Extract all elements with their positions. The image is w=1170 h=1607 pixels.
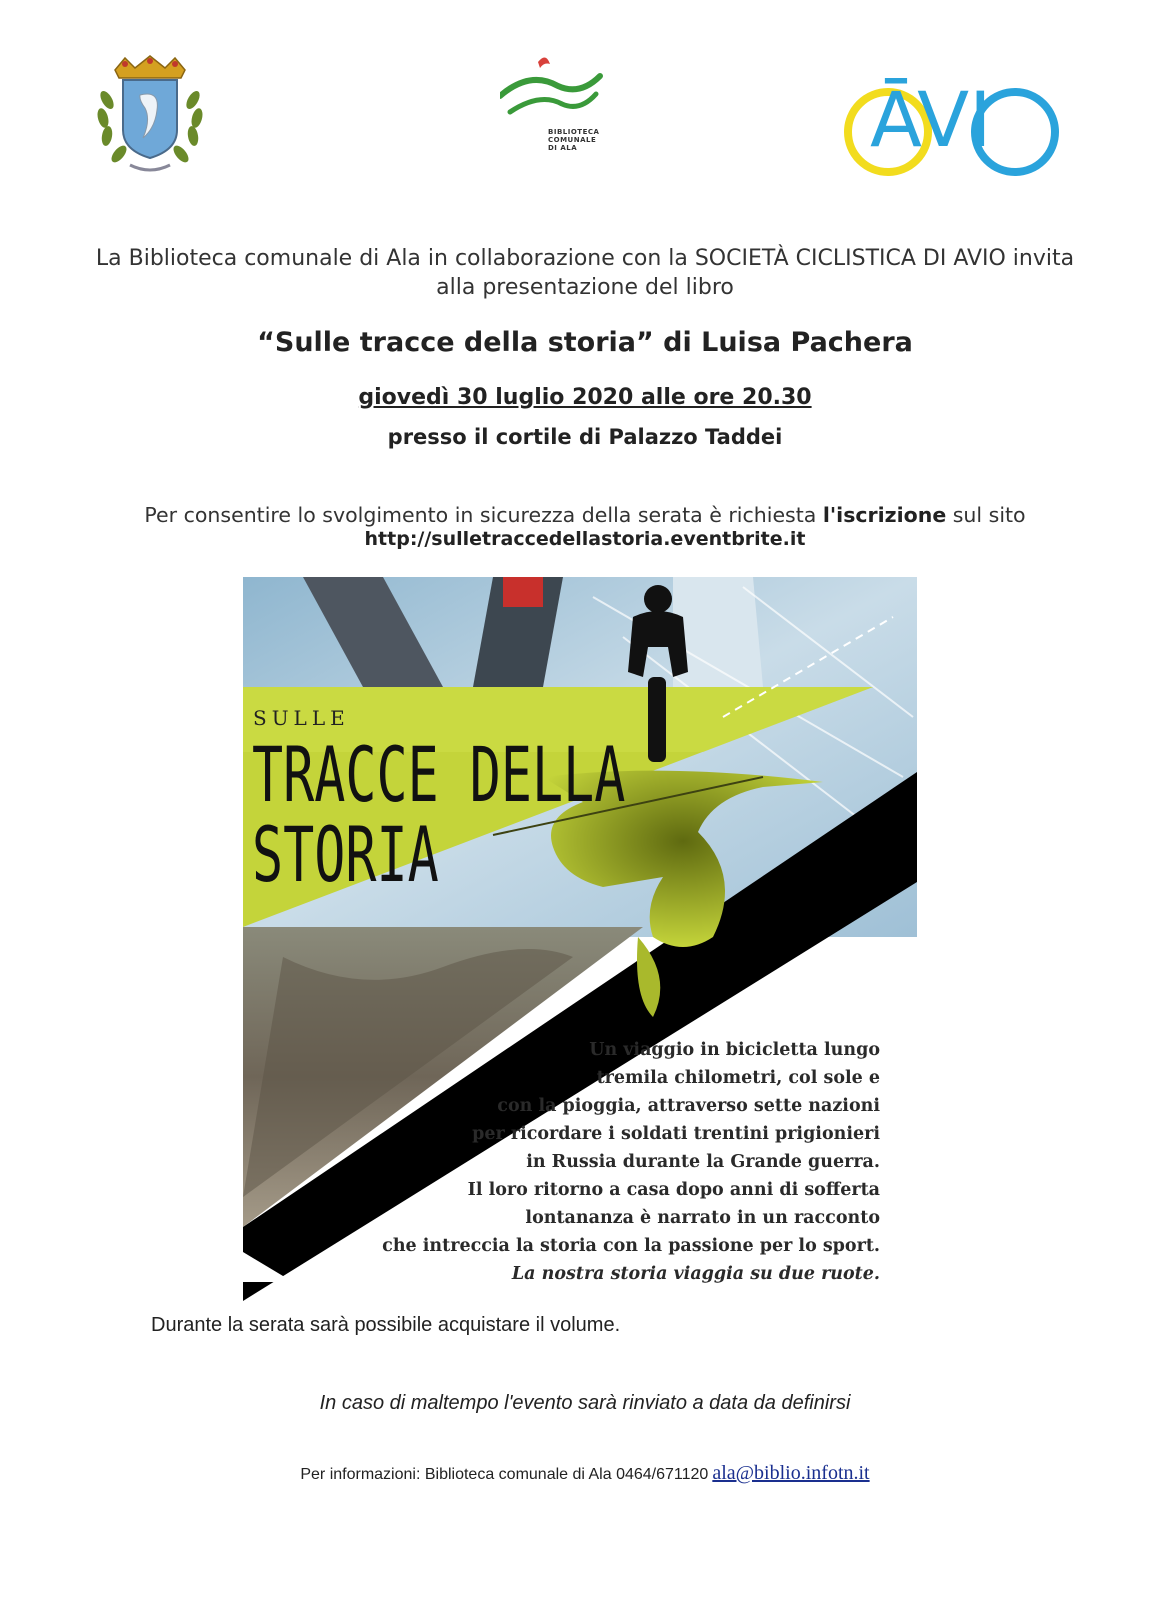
bicycle-avio-icon [840, 60, 1070, 180]
avio-cycling-logo [840, 60, 1070, 180]
intro-line-2: alla presentazione del libro [436, 275, 734, 300]
registration-url-link[interactable]: http://sulletraccedellastoria.eventbrite.it [364, 528, 806, 550]
poster-title [252, 730, 626, 899]
coat-of-arms-icon [85, 50, 215, 180]
event-place: presso il cortile di Palazzo Taddei [387, 425, 783, 449]
poster-desc-line: con la pioggia, attraverso sette nazioni [497, 1096, 880, 1116]
intro-line-1: La Biblioteca comunale di Ala in collaborazione con la SOCIETÀ CICLISTICA DI AVIO invita [95, 246, 1075, 271]
library-logo-text: BIBLIOTECA COMUNALE DI ALA [548, 128, 600, 152]
registration-text-before: Per consentire lo svolgimento in sicurezza della serata è richiesta [144, 503, 823, 527]
municipal-coat-of-arms-logo [85, 50, 215, 180]
poster-desc-line: per ricordare i soldati trentini prigionieri [472, 1124, 880, 1144]
poster-tagline: La nostra storia viaggia su due ruote. [511, 1264, 880, 1284]
event-date: giovedì 30 luglio 2020 alle ore 20.30 [358, 385, 812, 410]
contact-info [0, 1462, 1170, 1485]
avio-logo-text: ĀVI [870, 75, 992, 164]
library-logo [500, 50, 630, 165]
intro-text [0, 244, 1170, 302]
poster-title-line-1: TRACCE DELLA [252, 730, 626, 819]
registration-text-after: sul sito [946, 503, 1026, 527]
poster-desc-line: Il loro ritorno a casa dopo anni di sofferta [467, 1180, 880, 1200]
weather-note: In caso di maltempo l'evento sarà rinviato a data da definirsi [319, 1392, 851, 1414]
registration-text-bold: l'iscrizione [822, 503, 947, 527]
purchase-note: Durante la serata sarà possibile acquistare il volume. [151, 1314, 621, 1336]
poster-sulle-text: SULLE [253, 706, 350, 730]
contact-info-label: Per informazioni: Biblioteca comunale di Ala 0464/671120 [300, 1466, 709, 1483]
book-title: “Sulle tracce della storia” di Luisa Pachera [257, 327, 913, 358]
poster-desc-line: Un viaggio in bicicletta lungo [589, 1040, 880, 1060]
contact-email-link[interactable]: ala@biblio.infotn.it [712, 1462, 870, 1484]
poster-title-line-2: STORIA [252, 810, 439, 899]
poster-desc-line: in Russia durante la Grande guerra. [526, 1152, 880, 1172]
poster-desc-line: che intreccia la storia con la passione per lo sport. [382, 1236, 880, 1256]
poster-description [382, 1036, 880, 1288]
poster-desc-line: lontananza è narrato in un racconto [525, 1208, 880, 1228]
registration-note [0, 503, 1170, 527]
poster-desc-line: tremila chilometri, col sole e [596, 1068, 880, 1088]
library-swoosh-icon [500, 50, 630, 130]
